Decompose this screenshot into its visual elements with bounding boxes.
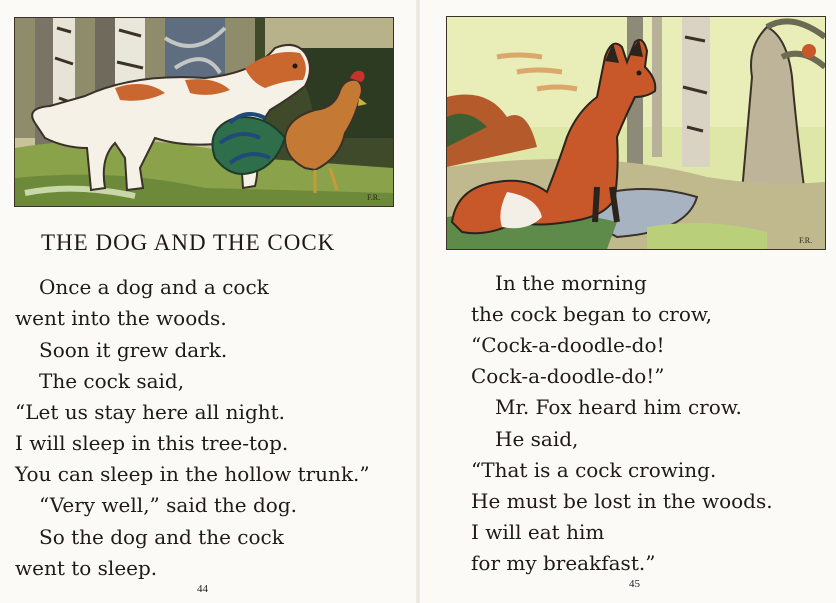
page-number-right: 45	[629, 578, 640, 590]
story-line: He said,	[495, 427, 579, 451]
story-line: “That is a cock crowing.	[471, 458, 717, 482]
story-line: So the dog and the cock	[39, 525, 284, 549]
story-line: “Very well,” said the dog.	[39, 493, 297, 517]
story-line: In the morning	[495, 271, 647, 295]
fox-drawing	[447, 17, 825, 249]
story-line: Cock-a-doodle-do!”	[471, 364, 665, 388]
story-line: Once a dog and a cock	[39, 275, 269, 299]
story-line: went to sleep.	[15, 556, 158, 580]
story-title: THE DOG AND THE COCK	[41, 230, 336, 255]
dog-and-cock-drawing	[15, 18, 393, 206]
story-line: “Let us stay here all night.	[15, 400, 286, 424]
fox-illustration	[446, 16, 826, 250]
story-line: I will eat him	[471, 520, 605, 544]
story-line: You can sleep in the hollow trunk.”	[15, 462, 370, 486]
story-line: went into the woods.	[15, 306, 227, 330]
story-line: the cock began to crow,	[471, 302, 712, 326]
illustrator-signature-left: F.R.	[367, 193, 381, 202]
story-line: Mr. Fox heard him crow.	[495, 395, 742, 419]
dog-and-cock-illustration	[14, 17, 394, 207]
story-line: “Cock-a-doodle-do!	[471, 333, 665, 357]
story-line: I will sleep in this tree-top.	[15, 431, 289, 455]
story-line: He must be lost in the woods.	[471, 489, 773, 513]
page-number-left: 44	[197, 583, 208, 595]
story-line: Soon it grew dark.	[39, 338, 228, 362]
story-line: The cock said,	[39, 369, 185, 393]
illustrator-signature-right: F.R.	[799, 236, 813, 245]
story-line: for my breakfast.”	[471, 551, 656, 575]
